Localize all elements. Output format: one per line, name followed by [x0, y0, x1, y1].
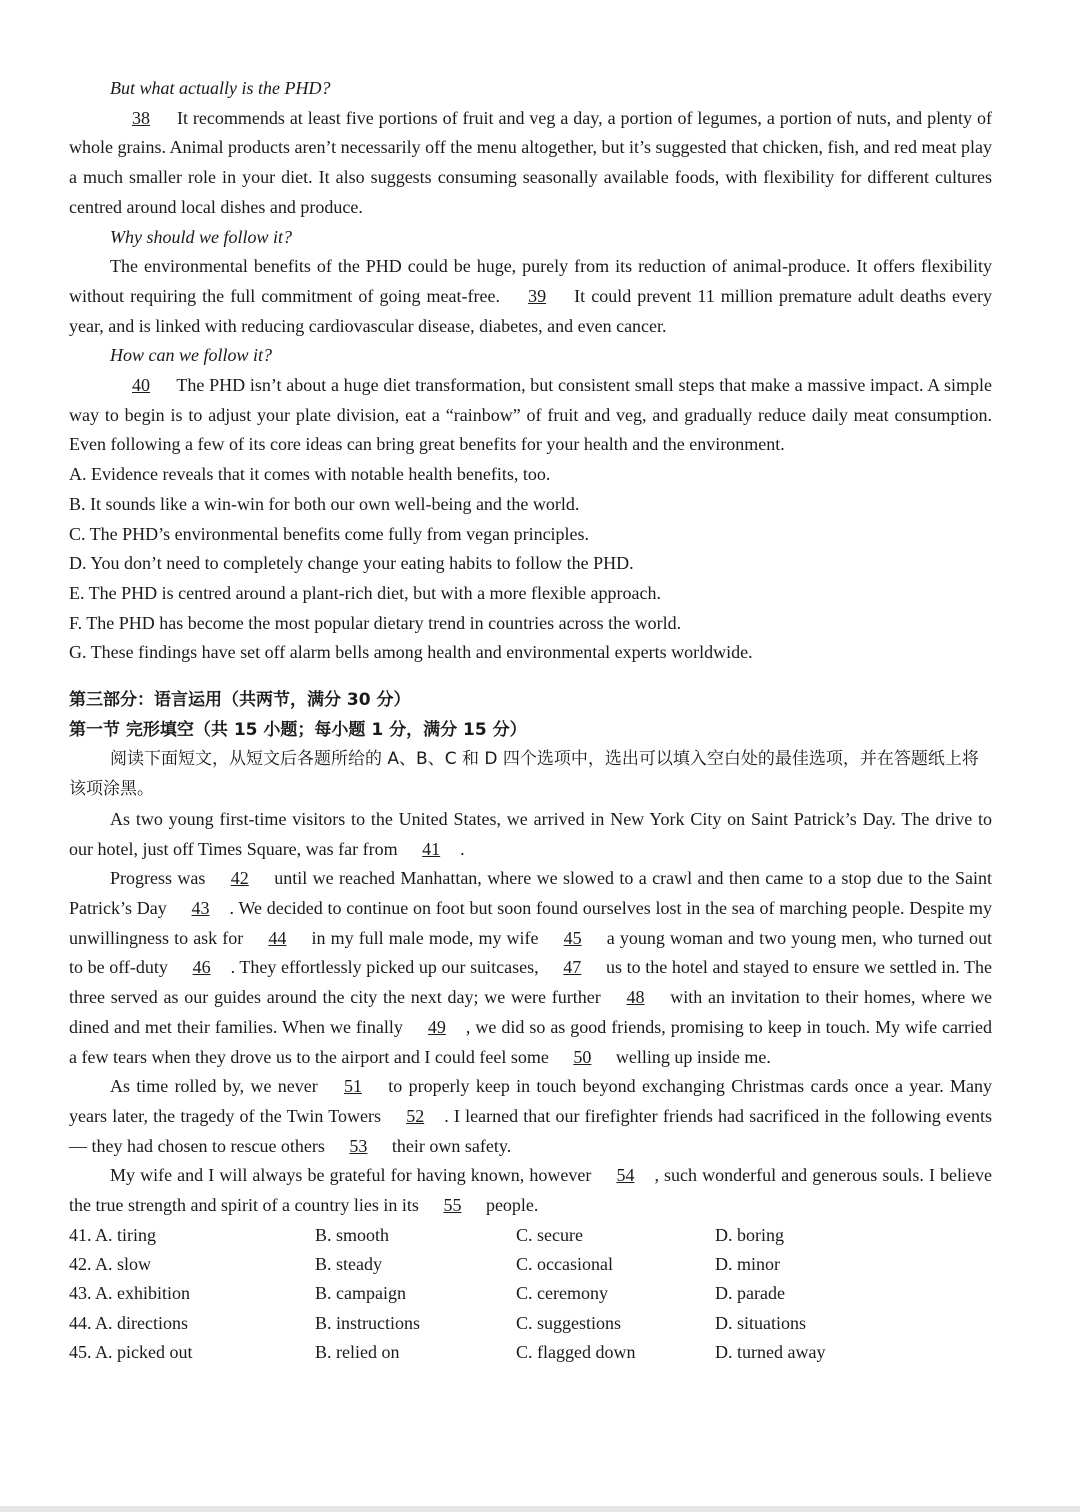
blank-40[interactable]: 40 — [132, 375, 150, 396]
paragraph-40: 40 The PHD isn’t about a huge diet transformation, but consistent small steps that make a massive impact. A simple way to begin is to adjust your plate division, eat a “rainbow” of fruit and veg, and gradually reduce daily meat consumption. Even following a few of its core ideas can bring great benefits for your health and the environment. — [69, 371, 992, 460]
choice-44-c: C. suggestions — [516, 1312, 622, 1333]
blank-54[interactable]: 54 — [616, 1165, 635, 1186]
option-g: G. These findings have set off alarm bells among health and environmental experts worldwide. — [69, 642, 753, 663]
heading-what: But what actually is the PHD? — [110, 78, 331, 98]
choice-44-d: D. situations — [715, 1312, 807, 1333]
blank-48[interactable]: 48 — [626, 987, 645, 1008]
blank-39[interactable]: 39 — [528, 285, 547, 306]
choice-45-a: 45. A. picked out — [69, 1341, 193, 1362]
option-d: D. You don’t need to completely change your eating habits to follow the PHD. — [69, 553, 634, 574]
heading-why: Why should we follow it? — [110, 226, 292, 247]
choice-45-b: B. relied on — [315, 1341, 400, 1362]
blank-53[interactable]: 53 — [349, 1135, 368, 1156]
blank-42[interactable]: 42 — [230, 868, 249, 889]
heading-how: How can we follow it? — [110, 345, 272, 366]
choice-41-b: B. smooth — [315, 1224, 390, 1245]
cloze-paragraph-4: My wife and I will always be grateful for having known, however 54 , such wonderful and generous souls. I believe the true strength and spirit of a country lies in its 55 people. — [69, 1161, 992, 1220]
cloze-paragraph-3: As time rolled by, we never 51 to properly keep in touch beyond exchanging Christmas cards once a year. Many years later, the tragedy of the Twin Towers 52 . I learned that our firefighter friends had sacrificed in the following events — they had chosen to rescue others 53 their own safety. — [69, 1072, 992, 1161]
choice-42-a: 42. A. slow — [69, 1254, 152, 1275]
choice-41-c: C. secure — [516, 1224, 583, 1245]
choice-41-d: D. boring — [715, 1224, 784, 1245]
blank-55[interactable]: 55 — [443, 1195, 462, 1216]
cloze-paragraph-2: Progress was 42 until we reached Manhattan, where we slowed to a crawl and then came to a stop due to the Saint Patrick’s Day 43 . We decided to continue on foot but soon found ourselves lost in the sea of marching people. Despite my unwillingness to ask for 44 in my full male mode, my wife 45 a young woman and two young men, who turned out to be off-duty 46 . They effortlessly picked up our suitcases, 47 us to the hotel and stayed to ensure we settled in. The three served as our guides around the city the next day; we were further 48 with an invitation to their homes, where we dined and met their families. When we finally 49 , we did so as good friends, promising to keep in touch. My wife carried a few tears when they drove us to the airport and I could feel some 50 welling up inside me. — [69, 864, 992, 1072]
blank-51[interactable]: 51 — [344, 1076, 362, 1097]
choice-42-c: C. occasional — [516, 1254, 613, 1275]
instruction: 阅读下面短文，从短文后各题所给的 A、B、C 和 D 四个选项中，选出可以填入空白处的最佳选项，并在答题纸上将该项涂黑。 — [69, 749, 979, 800]
option-f: F. The PHD has become the most popular dietary trend in countries across the world. — [69, 612, 682, 633]
paragraph-39: The environmental benefits of the PHD could be huge, purely from its reduction of animal-produce. It offers flexibility without requiring the full commitment of going meat-free. 39 It could prevent 11 million premature adult deaths every year, and is linked with reducing cardiovascular disease, diabetes, and even cancer. — [69, 256, 993, 336]
option-b: B. It sounds like a win-win for both our own well-being and the world. — [69, 493, 580, 514]
choice-45-d: D. turned away — [715, 1341, 826, 1362]
paragraph-38: 38 It recommends at least five portions of fruit and veg a day, a portion of legumes, a portion of nuts, and plenty of whole grains. Animal products aren’t necessarily off the menu altogether, but it’s suggested that chicken, fish, and red meat play a much smaller role in your diet. It also suggests consuming seasonally available foods, with flexibility for different cultures centred around local dishes and produce. — [69, 104, 992, 223]
blank-46[interactable]: 46 — [192, 957, 211, 978]
seven-choice-options — [69, 460, 992, 668]
choice-45-c: C. flagged down — [516, 1341, 636, 1362]
option-a: A. Evidence reveals that it comes with notable health benefits, too. — [69, 464, 551, 485]
cloze-paragraph-1: As two young first-time visitors to the United States, we arrived in New York City on Saint Patrick’s Day. The drive to our hotel, just off Times Square, was far from 41 . — [69, 805, 992, 864]
choice-44-a: 44. A. directions — [69, 1312, 188, 1333]
blank-50[interactable]: 50 — [573, 1046, 592, 1067]
blank-41[interactable]: 41 — [422, 838, 441, 859]
scan-edge — [0, 1506, 1080, 1512]
blank-38[interactable]: 38 — [132, 107, 150, 128]
choice-41-a: 41. A. tiring — [69, 1224, 157, 1245]
blank-45[interactable]: 45 — [563, 927, 582, 948]
section-subtitle: 第一节 完形填空（共 15 小题；每小题 1 分，满分 15 分） — [69, 719, 527, 740]
blank-47[interactable]: 47 — [563, 957, 582, 978]
blank-44[interactable]: 44 — [268, 927, 287, 948]
blank-49[interactable]: 49 — [427, 1016, 446, 1037]
choice-43-c: C. ceremony — [516, 1283, 608, 1304]
choice-42-b: B. steady — [315, 1254, 382, 1275]
answer-choices — [69, 1221, 992, 1367]
blank-52[interactable]: 52 — [406, 1105, 425, 1126]
blank-43[interactable]: 43 — [191, 897, 210, 918]
choice-42-d: D. minor — [715, 1254, 780, 1275]
option-c: C. The PHD’s environmental benefits come fully from vegan principles. — [69, 523, 590, 544]
choice-43-a: 43. A. exhibition — [69, 1283, 190, 1304]
choice-44-b: B. instructions — [315, 1312, 421, 1333]
section-title: 第三部分：语言运用（共两节，满分 30 分） — [69, 690, 411, 711]
choice-43-d: D. parade — [715, 1283, 785, 1304]
choice-43-b: B. campaign — [315, 1283, 406, 1304]
option-e: E. The PHD is centred around a plant-rich diet, but with a more flexible approach. — [69, 582, 661, 603]
